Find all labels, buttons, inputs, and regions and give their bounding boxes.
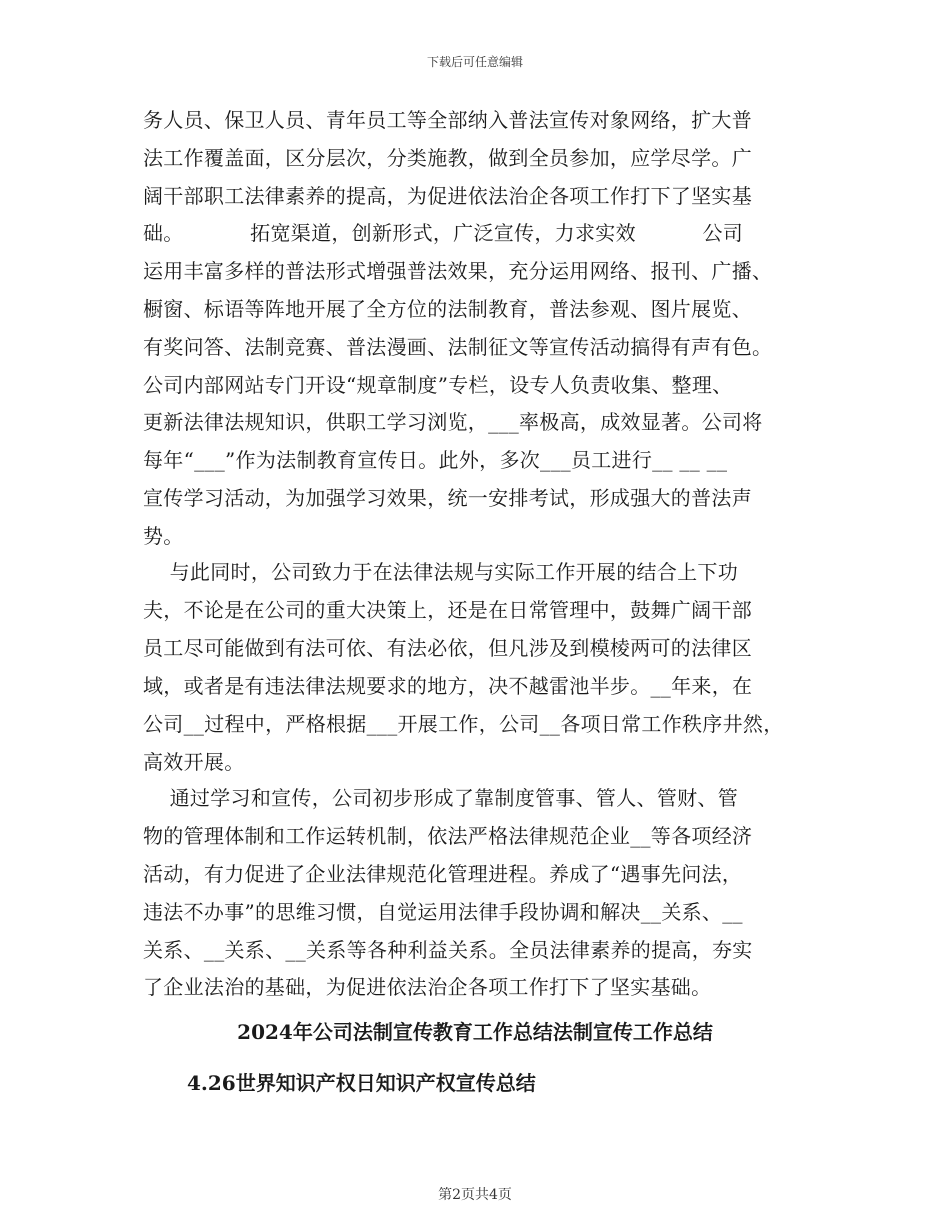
page-number: 第2页共4页 [438,1187,512,1203]
text-line: 每年“___”作为法制教育宣传日。此外，多次___员工进行__ __ __ [143,448,728,472]
text-line: 法工作覆盖面，区分层次，分类施教，做到全员参加，应学尽学。广 [143,146,752,170]
text-line: 活动，有力促进了企业法律规范化管理进程。养成了“遇事先问法， [143,862,743,886]
text-line: 物的管理体制和工作运转机制，依法严格法律规范企业__等各项经济 [143,824,753,848]
text-line: 了企业法治的基础，为促进依法治企各项工作打下了坚实基础。 [143,975,712,999]
section-title: 2024年公司法制宣传教育工作总结法制宣传工作总结 [237,1020,713,1044]
text-line: 础。 拓宽渠道，创新形式，广泛宣传，力求实效 公司 [143,221,744,245]
text-line: 有奖问答、法制竞赛、普法漫画、法制征文等宣传活动搞得有声有色。 [143,335,773,359]
text-line: 更新法律法规知识，供职工学习浏览，___率极高，成效显著。公司将 [143,410,763,434]
text-line: 夫，不论是在公司的重大决策上，还是在日常管理中，鼓舞广阔干部 [143,598,752,622]
header-note: 下载后可任意编辑 [426,55,523,69]
text-line: 通过学习和宣传，公司初步形成了靠制度管事、管人、管财、管 [143,786,739,810]
text-line: 公司内部网站专门开设“规章制度”专栏，设专人负责收集、整理、 [143,373,733,397]
text-line: 运用丰富多样的普法形式增强普法效果，充分运用网络、报刊、广播、 [143,259,773,283]
text-line: 公司__过程中，严格根据___开展工作，公司__各项日常工作秩序井然， [143,712,784,736]
text-line: 宣传学习活动，为加强学习效果，统一安排考试，形成强大的普法声 [143,486,752,510]
text-line: 高效开展。 [143,750,245,774]
text-line: 橱窗、标语等阵地开展了全方位的法制教育，普法参观、图片展览、 [143,297,752,321]
text-line: 域，或者是有违法律法规要求的地方，决不越雷池半步。__年来，在 [143,674,753,698]
text-line: 阔干部职工法律素养的提高，为促进依法治企各项工作打下了坚实基 [143,184,752,208]
text-line: 势。 [143,524,184,548]
text-line: 员工尽可能做到有法可依、有法必依，但凡涉及到模棱两可的法律区 [143,636,752,660]
section-subtitle: 4.26世界知识产权日知识产权宣传总结 [187,1071,536,1095]
text-line: 与此同时，公司致力于在法律法规与实际工作开展的结合上下功 [143,560,739,584]
text-line: 违法不办事”的思维习惯，自觉运用法律手段协调和解决__关系、__ [143,900,743,924]
text-line: 关系、__关系、__关系等各种利益关系。全员法律素养的提高，夯实 [143,938,753,962]
text-line: 务人员、保卫人员、青年员工等全部纳入普法宣传对象网络，扩大普 [143,108,752,132]
